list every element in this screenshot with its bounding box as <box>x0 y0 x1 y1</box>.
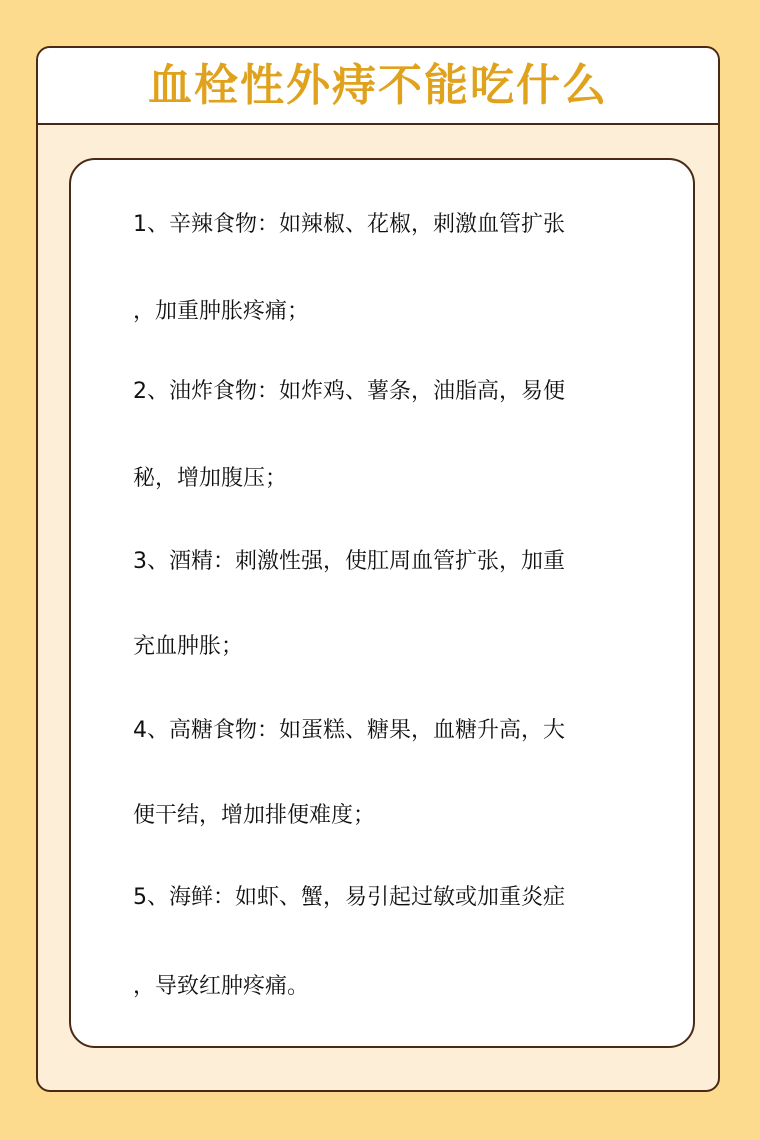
list-item-3-line-1: 3、酒精：刺激性强，使肛周血管扩张，加重 <box>133 549 565 574</box>
content-card <box>69 158 695 1048</box>
page-title: 血栓性外痔不能吃什么 <box>148 59 608 111</box>
list-item-5-line-1: 5、海鲜：如虾、蟹，易引起过敏或加重炎症 <box>133 885 565 910</box>
list-item-4-line-1: 4、高糖食物：如蛋糕、糖果，血糖升高，大 <box>133 718 565 743</box>
list-item-2-line-1: 2、油炸食物：如炸鸡、薯条，油脂高，易便 <box>133 379 565 404</box>
list-item-1-line-2: ，加重肿胀疼痛； <box>133 299 310 324</box>
list-item-3-line-2: 充血肿胀； <box>133 634 244 659</box>
title-bar <box>38 48 718 125</box>
list-item-2-line-2: 秘，增加腹压； <box>133 466 288 491</box>
list-item-4-line-2: 便干结，增加排便难度； <box>133 803 376 828</box>
list-item-1-line-1: 1、辛辣食物：如辣椒、花椒，刺激血管扩张 <box>133 212 565 237</box>
outer-card <box>36 46 720 1092</box>
list-item-5-line-2: ，导致红肿疼痛。 <box>133 974 310 999</box>
